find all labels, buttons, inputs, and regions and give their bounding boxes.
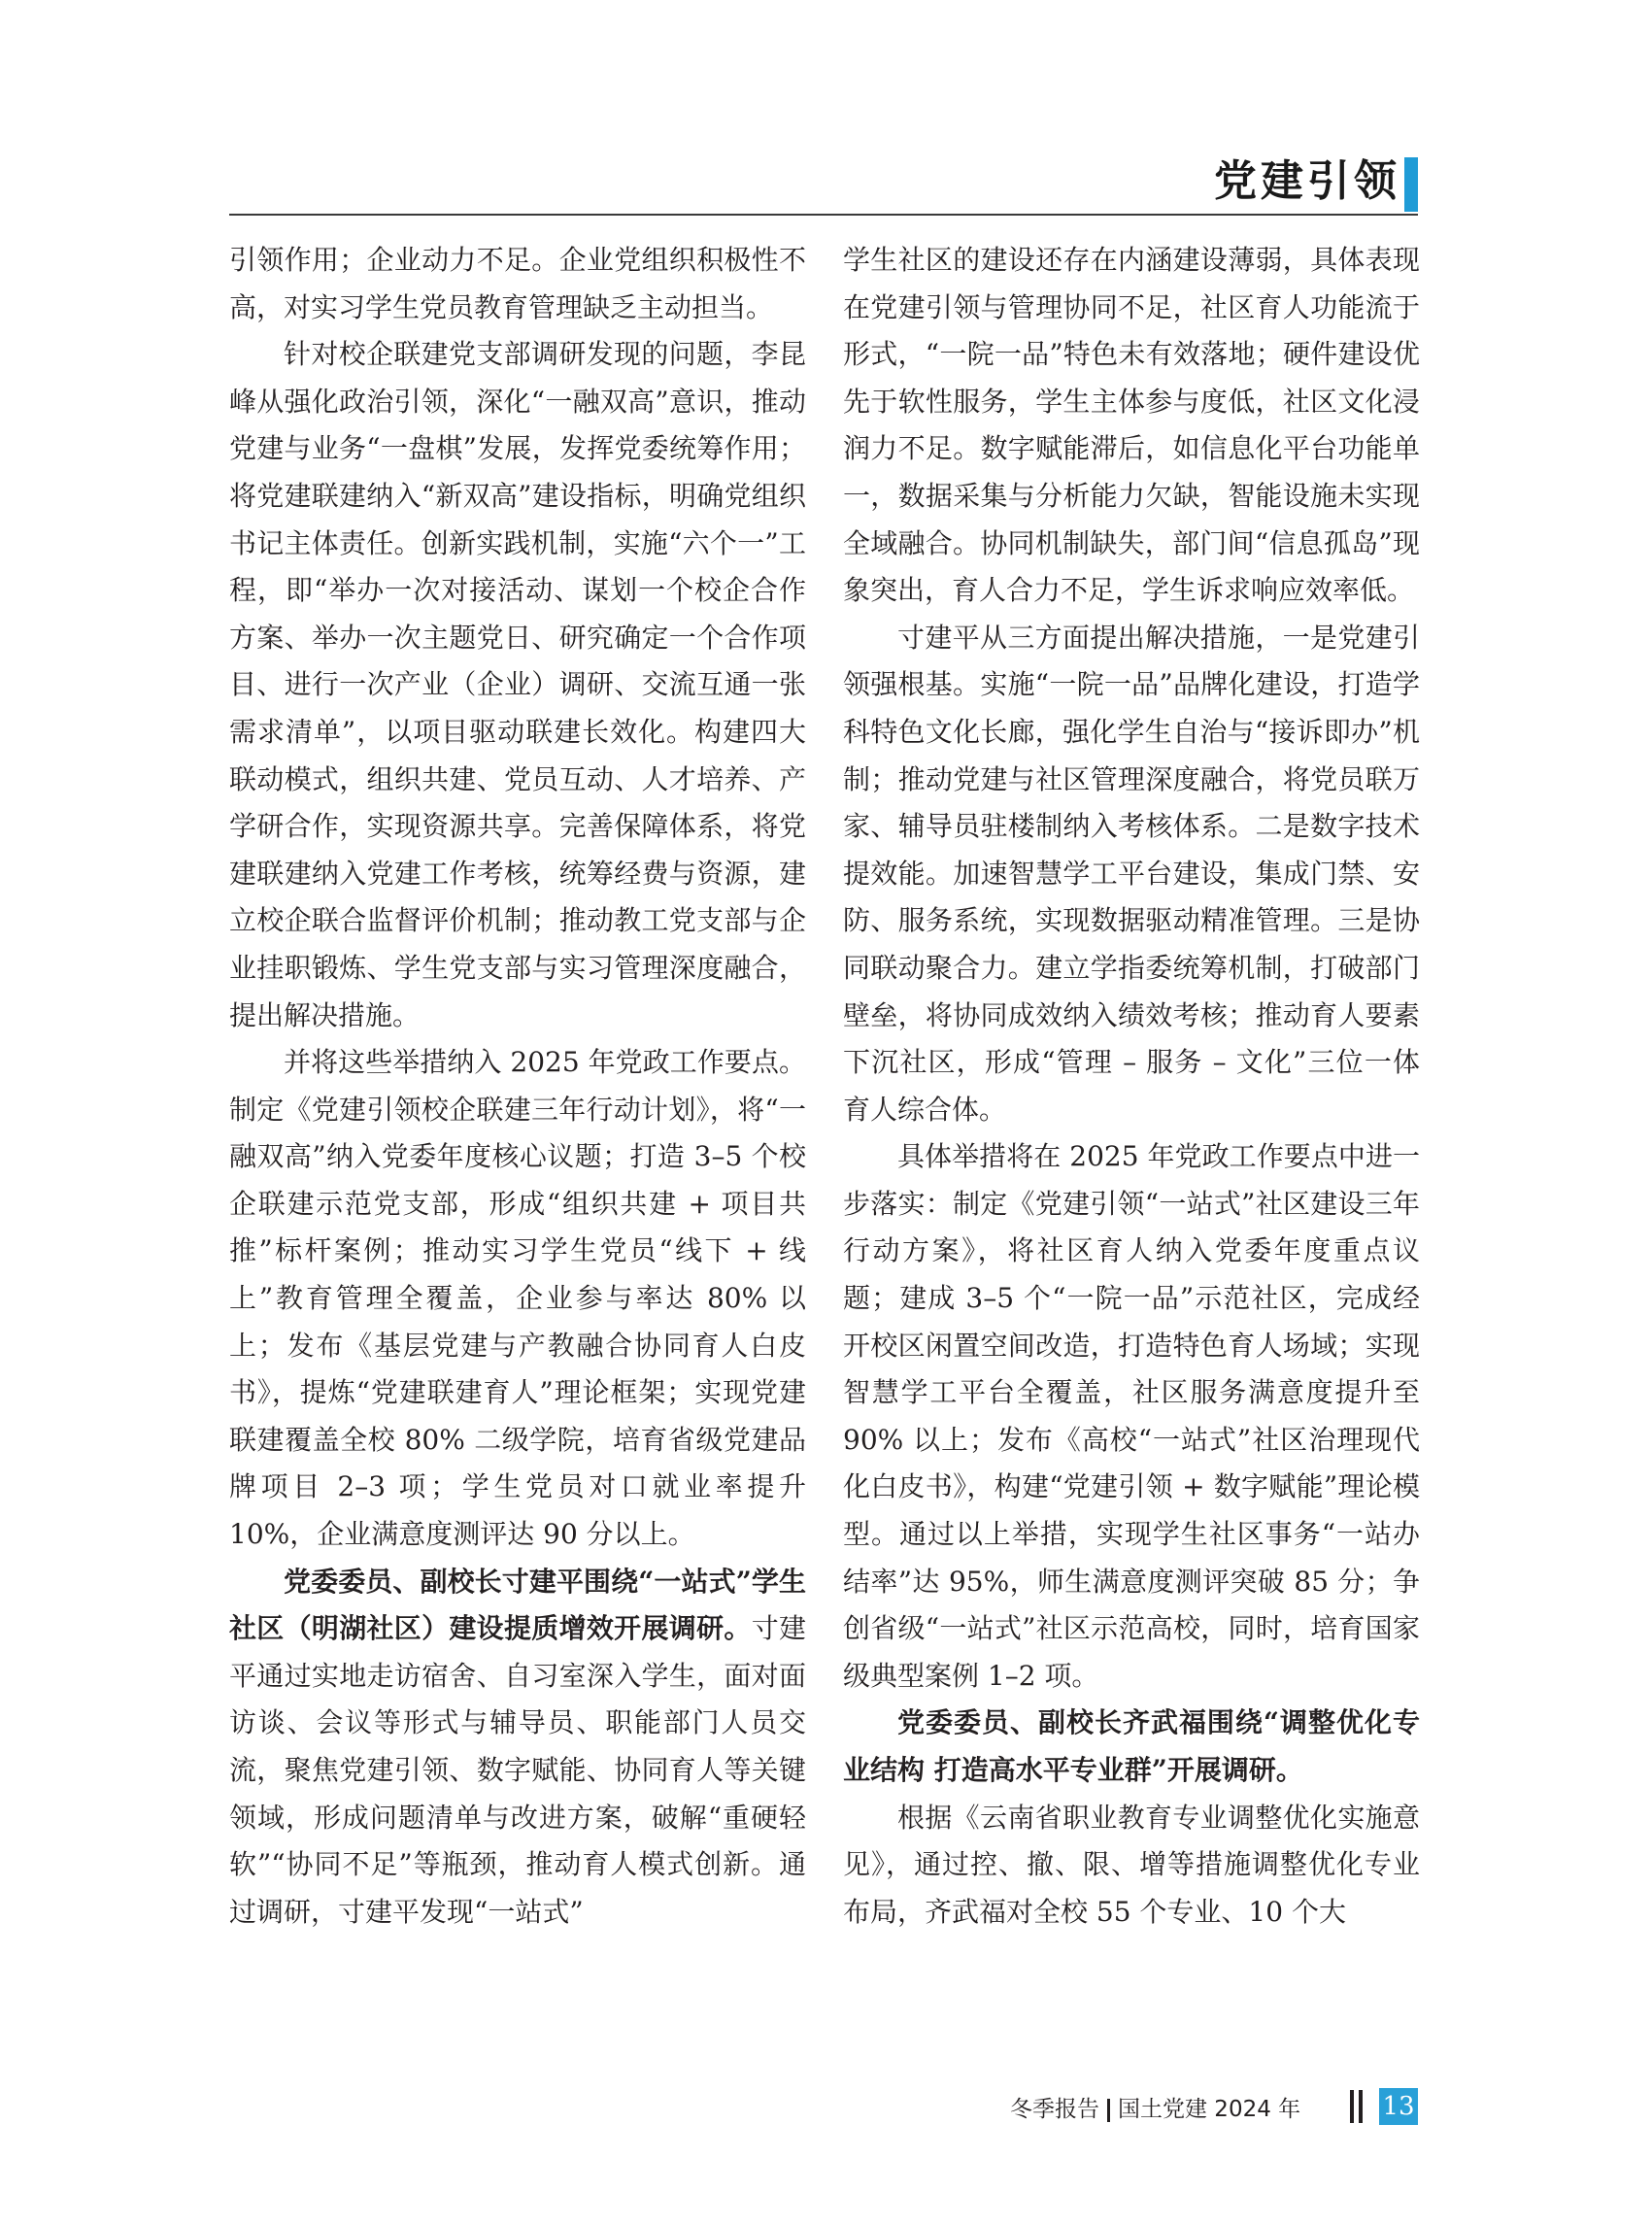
section-title: 党建引领 [1214,156,1400,206]
paragraph-heading: 党委委员、副校长寸建平围绕“一站式”学生社区（明湖社区）建设提质增效开展调研。 [229,1565,806,1645]
paragraph-body: 寸建平通过实地走访宿舍、自习室深入学生，面对面访谈、会议等形式与辅导员、职能部门人员交流，聚焦党建引领、数字赋能、协同育人等关键领域，形成问题清单与改进方案，破解“重硬轻软”“协同不足”等瓶颈，推动育人模式创新。通过调研，寸建平发现“一站式” [229,1612,806,1928]
page-number: 13 [1379,2088,1418,2125]
footer-separator [1107,2099,1110,2122]
footer-season: 冬季报告 [1010,2097,1099,2122]
paragraph: 并将这些举措纳入 2025 年党政工作要点。制定《党建引领校企联建三年行动计划》，将“一融双高”纳入党委年度核心议题；打造 3–5 个校企联建示范党支部，形成“组织共建 + 项目共推”标杆案例；推动实习学生党员“线下 + 线上”教育管理全覆盖，企业参与率达 80% 以上；发布《基层党建与产教融合协同育人白皮书》，提炼“党建联建育人”理论框架；实现党建联建覆盖全校 80% 二级学院，培育省级党建品牌项目 2–3 项；学生党员对口就业率提升 10%，企业满意度测评达 90 分以上。 [229,1046,806,1551]
paragraph [229,1559,806,1937]
paragraph: 根据《云南省职业教育专业调整优化实施意见》，通过控、撤、限、增等措施调整优化专业布局，齐武福对全校 55 个专业、10 个大 [843,1801,1420,1928]
paragraph-heading: 党委委员、副校长齐武福围绕“调整优化专业结构 打造高水平专业群”开展调研。 [843,1706,1420,1786]
paragraph: 具体举措将在 2025 年党政工作要点中进一步落实：制定《党建引领“一站式”社区建设三年行动方案》，将社区育人纳入党委年度重点议题；建成 3–5 个“一院一品”示范社区，完成经开校区闲置空间改造，打造特色育人场域；实现智慧学工平台全覆盖，社区服务满意度提升至 90% 以上；发布《高校“一站式”社区治理现代化白皮书》，构建“党建引领 + 数字赋能”理论模型。通过以上举措，实现学生社区事务“一站办结率”达 95%，师生满意度测评突破 85 分；争创省级“一站式”社区示范高校，同时，培育国家级典型案例 1–2 项。 [843,1140,1420,1692]
header-rule [229,214,1418,216]
paragraph: 针对校企联建党支部调研发现的问题，李昆峰从强化政治引领，深化“一融双高”意识，推动党建与业务“一盘棋”发展，发挥党委统筹作用；将党建联建纳入“新双高”建设指标，明确党组织书记主体责任。创新实践机制，实施“六个一”工程，即“举办一次对接活动、谋划一个校企合作方案、举办一次主题党日、研究确定一个合作项目、进行一次产业（企业）调研、交流互通一张需求清单”，以项目驱动联建长效化。构建四大联动模式，组织共建、党员互动、人才培养、产学研合作，实现资源共享。完善保障体系，将党建联建纳入党建工作考核，统筹经费与资源，建立校企联合监督评价机制；推动教工党支部与企业挂职锻炼、学生党支部与实习管理深度融合，提出解决措施。 [229,338,806,1031]
paragraph: 学生社区的建设还存在内涵建设薄弱，具体表现在党建引领与管理协同不足，社区育人功能流于形式，“一院一品”特色未有效落地；硬件建设优先于软性服务，学生主体参与度低，社区文化浸润力不足。数字赋能滞后，如信息化平台功能单一，数据采集与分析能力欠缺，智能设施未实现全域融合。协同机制缺失，部门间“信息孤岛”现象突出，育人合力不足，学生诉求响应效率低。 [843,244,1420,607]
paragraph: 寸建平从三方面提出解决措施，一是党建引领强根基。实施“一院一品”品牌化建设，打造学科特色文化长廊，强化学生自治与“接诉即办”机制；推动党建与社区管理深度融合，将党员联万家、辅导员驻楼制纳入考核体系。二是数字技术提效能。加速智慧学工平台建设，集成门禁、安防、服务系统，实现数据驱动精准管理。三是协同联动聚合力。建立学指委统筹机制，打破部门壁垒，将协同成效纳入绩效考核；推动育人要素下沉社区，形成“管理 – 服务 – 文化”三位一体育人综合体。 [843,621,1420,1126]
left-column [229,237,806,2053]
section-accent-bar [1404,157,1418,212]
footer-journal [1010,2094,1300,2125]
footer-journal-name: 国土党建 2024 年 [1118,2097,1301,2122]
paragraph [843,1700,1420,1794]
footer-double-bar [1350,2090,1364,2123]
right-column [843,237,1420,2053]
paragraph: 引领作用；企业动力不足。企业党组织积极性不高，对实习学生党员教育管理缺乏主动担当。 [229,244,806,323]
